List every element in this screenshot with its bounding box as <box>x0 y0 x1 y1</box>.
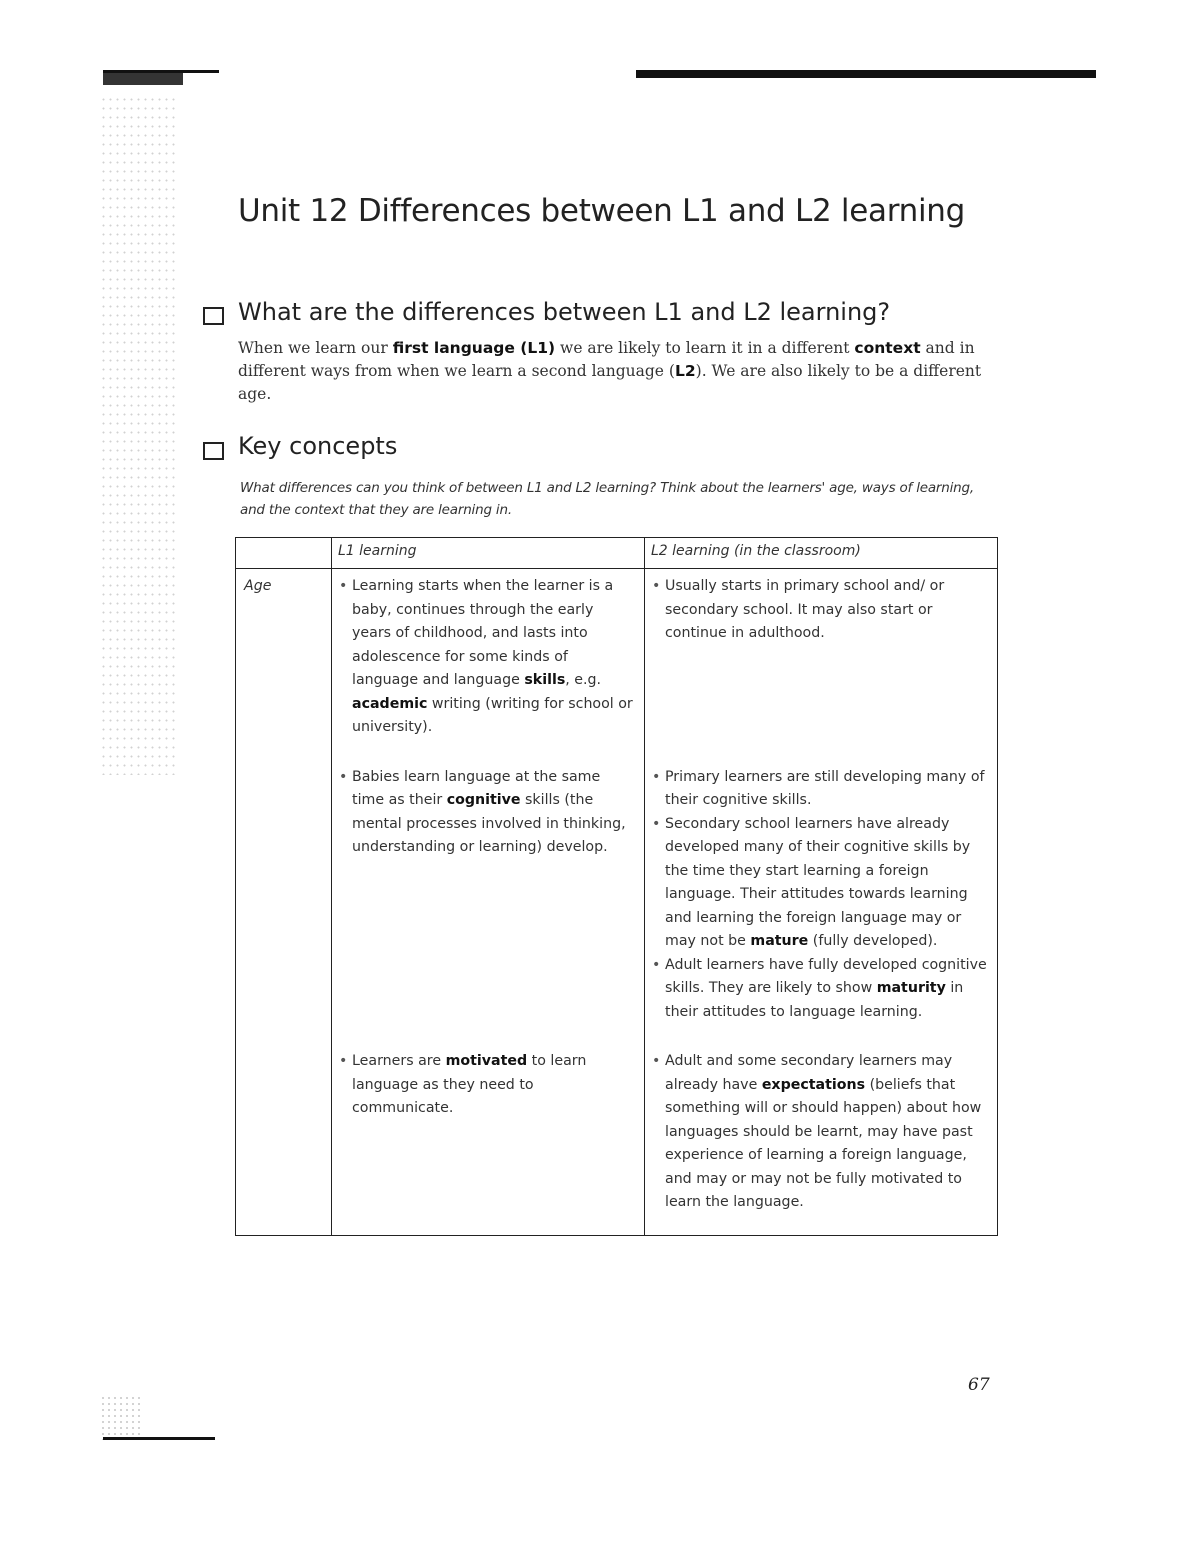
key-term: context <box>854 339 921 357</box>
table-row <box>236 760 998 1045</box>
text-run: , e.g. <box>565 672 602 688</box>
l2-cell <box>645 1044 998 1235</box>
key-term: maturity <box>876 980 946 996</box>
list-item <box>352 575 636 740</box>
l2-bullet-list <box>645 1044 997 1235</box>
l2-bullet-list <box>645 569 997 666</box>
key-term: academic <box>352 695 428 712</box>
l1-cell <box>332 760 645 1045</box>
l2-cell <box>645 569 998 760</box>
intro-paragraph <box>238 337 998 406</box>
key-term: cognitive <box>446 792 521 808</box>
section-bullet-icon <box>203 442 224 460</box>
l1-cell <box>332 569 645 760</box>
text-run: ). We are also likely to be a different age. <box>238 362 982 403</box>
text-run: writing (writing for school or university). <box>352 695 633 735</box>
list-item <box>665 1050 989 1215</box>
table-row <box>236 1044 998 1235</box>
text-run: in their attitudes to language learning. <box>665 980 964 1020</box>
key-term: motivated <box>445 1053 528 1069</box>
key-term: first language (L1) <box>392 339 556 357</box>
key-term: expectations <box>761 1076 866 1093</box>
page-title: Unit 12 Differences between L1 and L2 learning <box>238 193 965 229</box>
discussion-prompt: What differences can you think of between L1 and L2 learning? Think about the learners' age, ways of learning, and the context that they are learning in. <box>240 480 974 518</box>
text-run: (beliefs that something will or should happen) about how languages should be learnt, may have past experience of learning a foreign language, and may or may not be fully motivated to learn the language. <box>665 1076 982 1210</box>
text-run: Usually starts in primary school and/ or secondary school. It may also start or continue in adulthood. <box>665 578 945 641</box>
key-term: L2 <box>674 362 696 380</box>
row-label-cell <box>236 760 332 1045</box>
text-run: skills (the mental processes involved in thinking, understanding or learning) develop. <box>352 792 626 855</box>
key-term: mature <box>750 933 809 949</box>
l1-cell <box>332 1044 645 1235</box>
list-item <box>352 766 636 860</box>
section-heading-differences: What are the differences between L1 and L2 learning? <box>238 298 891 326</box>
text-run: Primary learners are still developing many of their cognitive skills. <box>665 768 985 808</box>
text-run: and in different ways from when we learn a second language ( <box>238 339 975 380</box>
list-item <box>665 954 989 1025</box>
list-item <box>665 813 989 954</box>
text-run: When we learn our <box>238 339 393 357</box>
l2-bullet-list <box>645 760 997 1045</box>
scan-speckle-bottom <box>100 1395 140 1440</box>
text-run: Secondary school learners have already developed many of their cognitive skills by the time they start learning a foreign language. Their attitudes towards learning and learning the foreign language may or may not be <box>665 815 971 949</box>
text-run: Adult learners have fully developed cognitive skills. They are likely to show <box>665 956 987 996</box>
key-term: skills <box>524 672 566 688</box>
table-header-l2: L2 learning (in the classroom) <box>645 538 998 569</box>
table-header-row <box>236 538 998 569</box>
list-item <box>665 575 989 646</box>
top-right-rule <box>636 70 1096 78</box>
bottom-left-rule <box>103 1437 215 1440</box>
l1-bullet-list <box>332 1044 644 1141</box>
l1-bullet-list <box>332 760 644 880</box>
section-bullet-icon <box>203 307 224 325</box>
page-number: 67 <box>968 1375 990 1395</box>
list-item <box>665 766 989 813</box>
scan-speckle-left <box>100 95 175 775</box>
text-run: (fully developed). <box>808 933 938 949</box>
text-run: to learn language as they need to communicate. <box>352 1053 587 1116</box>
top-left-rule-shadow <box>103 73 183 85</box>
table-header-l1: L1 learning <box>332 538 645 569</box>
text-run: Babies learn language at the same time as their <box>352 768 601 808</box>
section-heading-key-concepts: Key concepts <box>238 432 398 460</box>
table-row <box>236 569 998 760</box>
l2-cell <box>645 760 998 1045</box>
text-run: we are likely to learn it in a different <box>555 339 855 357</box>
text-run: Learners are <box>352 1053 446 1069</box>
comparison-table <box>235 537 998 1236</box>
list-item <box>352 1050 636 1121</box>
text-run: Learning starts when the learner is a baby, continues through the early years of childhood, and lasts into adolescence for some kinds of language and language <box>352 578 614 688</box>
text-run: Adult and some secondary learners may already have <box>665 1053 953 1093</box>
l1-bullet-list <box>332 569 644 760</box>
row-label-cell <box>236 569 332 760</box>
row-label-cell <box>236 1044 332 1235</box>
table-header-empty <box>236 538 332 569</box>
row-label-age: Age <box>244 578 272 594</box>
